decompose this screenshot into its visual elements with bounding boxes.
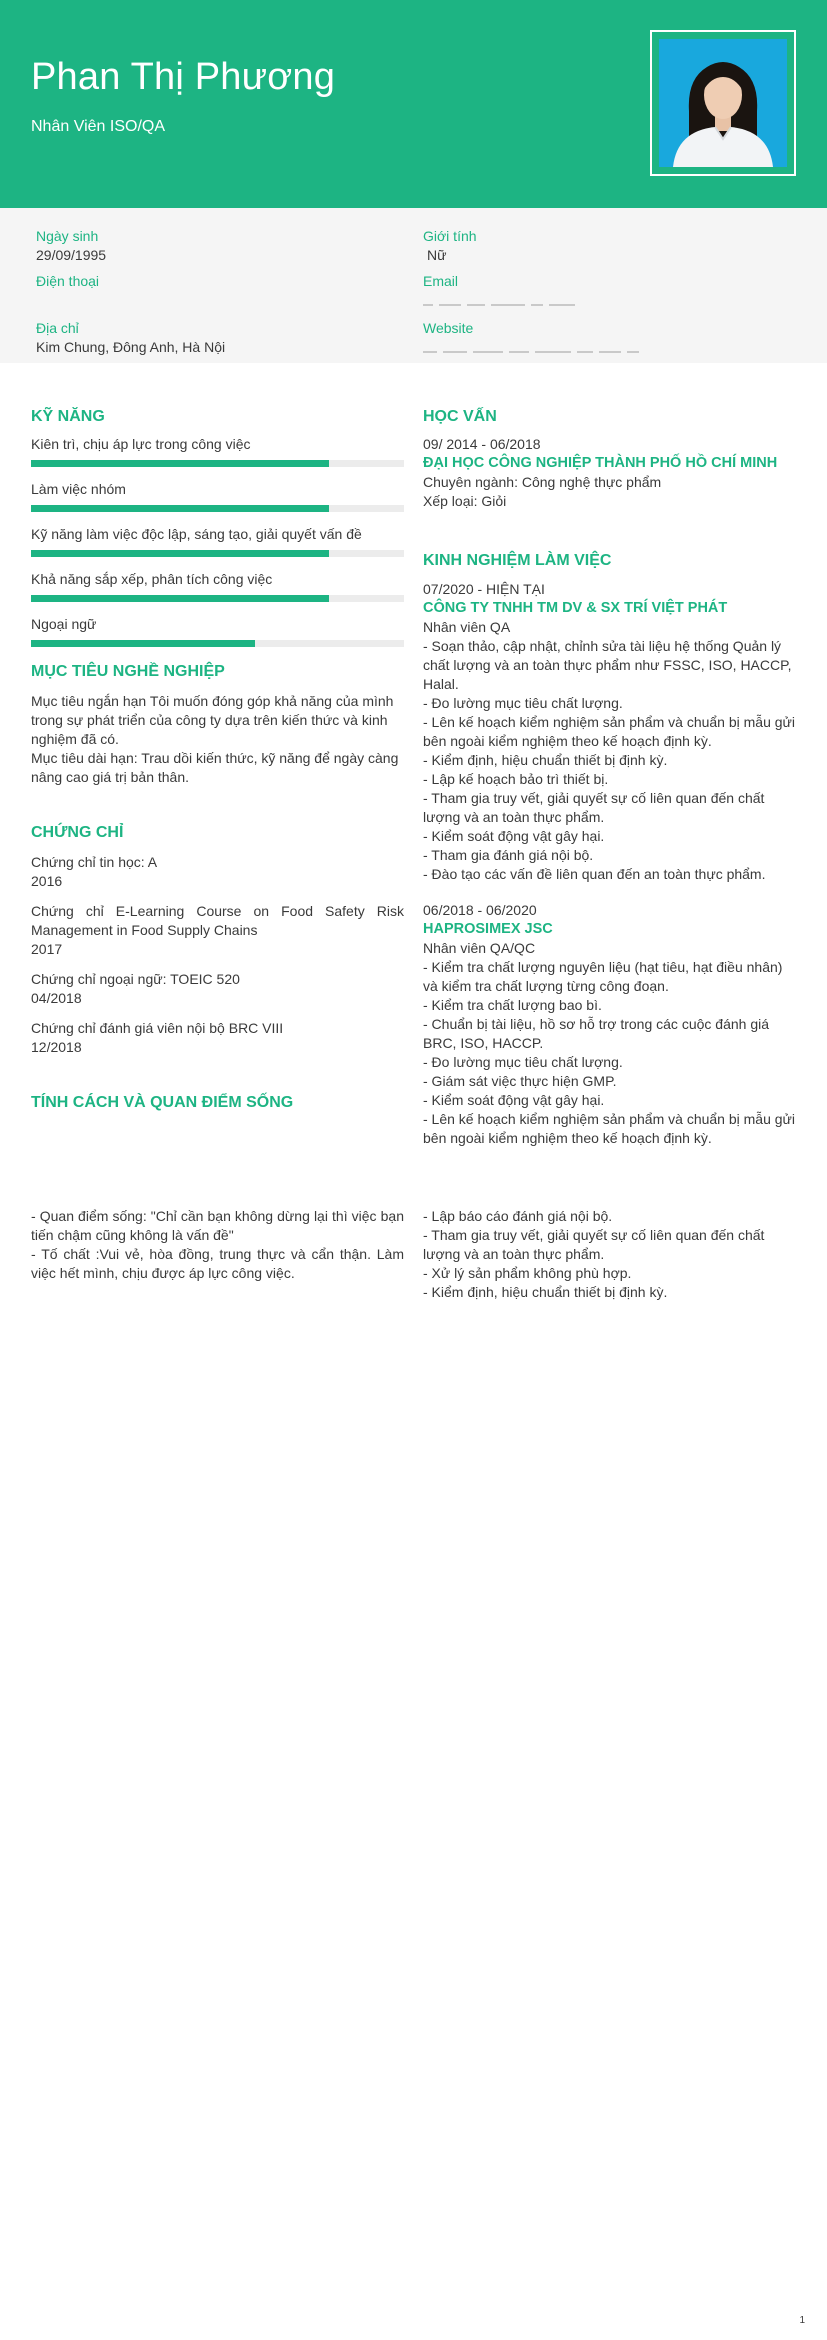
experience-continued (423, 1207, 796, 1302)
skill-label: Ngoại ngữ (31, 616, 97, 632)
duty-item: - Soạn thảo, cập nhật, chỉnh sửa tài liệu hệ thống Quản lý chất lượng và an toàn thực phẩm như FSSC, ISO, HACCP, Halal. (423, 638, 792, 692)
school-name: ĐẠI HỌC CÔNG NGHIỆP THÀNH PHỐ HỒ CHÍ MINH (423, 455, 778, 471)
certificate-name: Chứng chỉ tin học: A (31, 854, 158, 870)
certificate-name: Chứng chỉ đánh giá viên nội bộ BRC VIII (31, 1020, 284, 1036)
duty-item: - Tham gia đánh giá nội bộ. (423, 847, 594, 863)
certificate-item (31, 902, 404, 959)
profile-photo (659, 39, 787, 167)
skills-title: KỸ NĂNG (31, 408, 105, 425)
skill-bar (31, 550, 404, 557)
email-field (423, 273, 581, 302)
birth-date-field (36, 228, 106, 263)
portrait-icon (659, 39, 787, 167)
skill-bar-fill (31, 505, 329, 512)
phone-label: Điện thoại (36, 273, 100, 289)
skill-label: Kỹ năng làm việc độc lập, sáng tạo, giải quyết vấn đề (31, 526, 362, 542)
job-entry (423, 901, 796, 1148)
job-role: Nhân viên QA (423, 619, 511, 635)
email-redacted (423, 296, 581, 302)
education-title: HỌC VẤN (423, 408, 497, 425)
job-role: Nhân viên QA/QC (423, 940, 536, 956)
skills-list (31, 435, 404, 647)
duty-item: - Lên kế hoạch kiểm nghiệm sản phẩm và chuẩn bị mẫu gửi bên ngoài kiểm nghiệm theo kế hoạch định kỳ. (423, 714, 796, 749)
duty-item: - Kiểm định, hiệu chuẩn thiết bị định kỳ. (423, 752, 668, 768)
duty-item: - Lập báo cáo đánh giá nội bộ. (423, 1208, 613, 1224)
address-field (36, 320, 225, 355)
job-company: HAPROSIMEX JSC (423, 921, 553, 937)
certificate-date: 2017 (31, 941, 63, 957)
skill-bar (31, 595, 404, 602)
skill-bar-fill (31, 460, 329, 467)
certificate-item (31, 853, 404, 891)
birth-date-label: Ngày sinh (36, 228, 99, 244)
job-period: 06/2018 - 06/2020 (423, 902, 537, 918)
objective-section (31, 663, 404, 787)
experience-section (423, 552, 796, 1148)
personality-content (31, 1207, 404, 1283)
certificate-item (31, 970, 404, 1008)
duty-item: - Tham gia truy vết, giải quyết sự cố liên quan đến chất lượng và an toàn thực phẩm. (423, 1227, 765, 1262)
job-duties-continued (423, 1207, 796, 1302)
website-redacted (423, 343, 645, 349)
skill-label: Kiên trì, chịu áp lực trong công việc (31, 436, 251, 452)
job-duties (423, 637, 796, 884)
birth-date-value: 29/09/1995 (36, 247, 107, 263)
objective-short: Mục tiêu ngắn hạn Tôi muốn đóng góp khả năng của mình trong sự phát triển của công ty dựa trên kiến thức và kinh nghiệm đã có. (31, 693, 394, 747)
certificate-name: Chứng chỉ E-Learning Course on Food Safety Risk Management in Food Supply Chains (31, 903, 404, 938)
objective-long: Mục tiêu dài hạn: Trau dồi kiến thức, kỹ năng để ngày càng nâng cao giá trị bản thân. (31, 750, 399, 785)
skill-item (31, 435, 404, 467)
skill-item (31, 480, 404, 512)
skill-bar-fill (31, 550, 329, 557)
duty-item: - Lên kế hoạch kiểm nghiệm sản phẩm và chuẩn bị mẫu gửi bên ngoài kiểm nghiệm theo kế hoạch định kỳ. (423, 1111, 796, 1146)
life-view: - Quan điểm sống: "Chỉ cần bạn không dừng lại thì việc bạn tiến chậm cũng không là vấn đề" (31, 1208, 404, 1243)
page-number: 1 (799, 2315, 805, 2326)
address-value: Kim Chung, Đông Anh, Hà Nội (36, 339, 226, 355)
website-label: Website (423, 320, 474, 336)
education-grade: Xếp loại: Giỏi (423, 493, 507, 509)
gender-field (423, 228, 477, 263)
phone-field (36, 273, 99, 289)
skill-label: Khả năng sắp xếp, phân tích công việc (31, 571, 273, 587)
duty-item: - Lập kế hoạch bảo trì thiết bị. (423, 771, 609, 787)
certificate-date: 04/2018 (31, 990, 82, 1006)
skill-bar (31, 505, 404, 512)
duty-item: - Đo lường mục tiêu chất lượng. (423, 695, 623, 711)
certificates-section (31, 824, 404, 1068)
job-duties (423, 958, 796, 1148)
duty-item: - Kiểm soát động vật gây hại. (423, 828, 605, 844)
experience-title: KINH NGHIỆM LÀM VIỆC (423, 552, 612, 569)
education-section (423, 408, 796, 511)
duty-item: - Xử lý sản phẩm không phù hợp. (423, 1265, 632, 1281)
skill-bar-fill (31, 595, 329, 602)
skill-item (31, 570, 404, 602)
cv-header (0, 0, 827, 208)
email-label: Email (423, 273, 459, 289)
duty-item: - Kiểm tra chất lượng bao bì. (423, 997, 602, 1013)
objective-title: MỤC TIÊU NGHỀ NGHIỆP (31, 663, 225, 680)
certificate-date: 12/2018 (31, 1039, 82, 1055)
job-title: Nhân Viên ISO/QA (31, 118, 165, 135)
certificates-list (31, 853, 404, 1057)
duty-item: - Đào tạo các vấn đề liên quan đến an toàn thực phẩm. (423, 866, 766, 882)
job-company: CÔNG TY TNHH TM DV & SX TRÍ VIỆT PHÁT (423, 600, 728, 616)
duty-item: - Kiểm định, hiệu chuẩn thiết bị định kỳ. (423, 1284, 668, 1300)
duty-item: - Giám sát việc thực hiện GMP. (423, 1073, 617, 1089)
photo-frame (650, 30, 796, 176)
skill-bar-fill (31, 640, 255, 647)
skill-bar (31, 460, 404, 467)
certificate-item (31, 1019, 404, 1057)
duty-item: - Đo lường mục tiêu chất lượng. (423, 1054, 623, 1070)
personality-title: TÍNH CÁCH VÀ QUAN ĐIỂM SỐNG (31, 1094, 294, 1111)
job-entry (423, 580, 796, 884)
duty-item: - Tham gia truy vết, giải quyết sự cố liên quan đến chất lượng và an toàn thực phẩm. (423, 790, 765, 825)
education-major: Chuyên ngành: Công nghệ thực phẩm (423, 474, 662, 490)
traits: - Tố chất :Vui vẻ, hòa đồng, trung thực và cẩn thận. Làm việc hết mình, chịu được áp lực công việc. (31, 1246, 404, 1281)
contact-info (0, 208, 827, 363)
certificate-name: Chứng chỉ ngoại ngữ: TOEIC 520 (31, 971, 240, 987)
duty-item: - Kiểm tra chất lượng nguyên liệu (hạt tiêu, hạt điều nhân) và kiểm tra chất lượng từng công đoạn. (423, 959, 783, 994)
skill-label: Làm việc nhóm (31, 481, 126, 497)
education-period: 09/ 2014 - 06/2018 (423, 436, 541, 452)
address-label: Địa chỉ (36, 320, 79, 336)
website-field (423, 320, 645, 349)
skills-section (31, 408, 404, 660)
certificate-date: 2016 (31, 873, 63, 889)
gender-value: Nữ (427, 247, 447, 263)
personality-section (31, 1094, 404, 1112)
job-period: 07/2020 - HIỆN TẠI (423, 581, 545, 597)
certificates-title: CHỨNG CHỈ (31, 824, 124, 841)
duty-item: - Chuẩn bị tài liệu, hồ sơ hỗ trợ trong các cuộc đánh giá BRC, ISO, HACCP. (423, 1016, 770, 1051)
skill-item (31, 525, 404, 557)
skill-item (31, 615, 404, 647)
gender-label: Giới tính (423, 228, 477, 244)
duty-item: - Kiểm soát động vật gây hại. (423, 1092, 605, 1108)
candidate-name: Phan Thị Phương (31, 56, 336, 98)
skill-bar (31, 640, 404, 647)
